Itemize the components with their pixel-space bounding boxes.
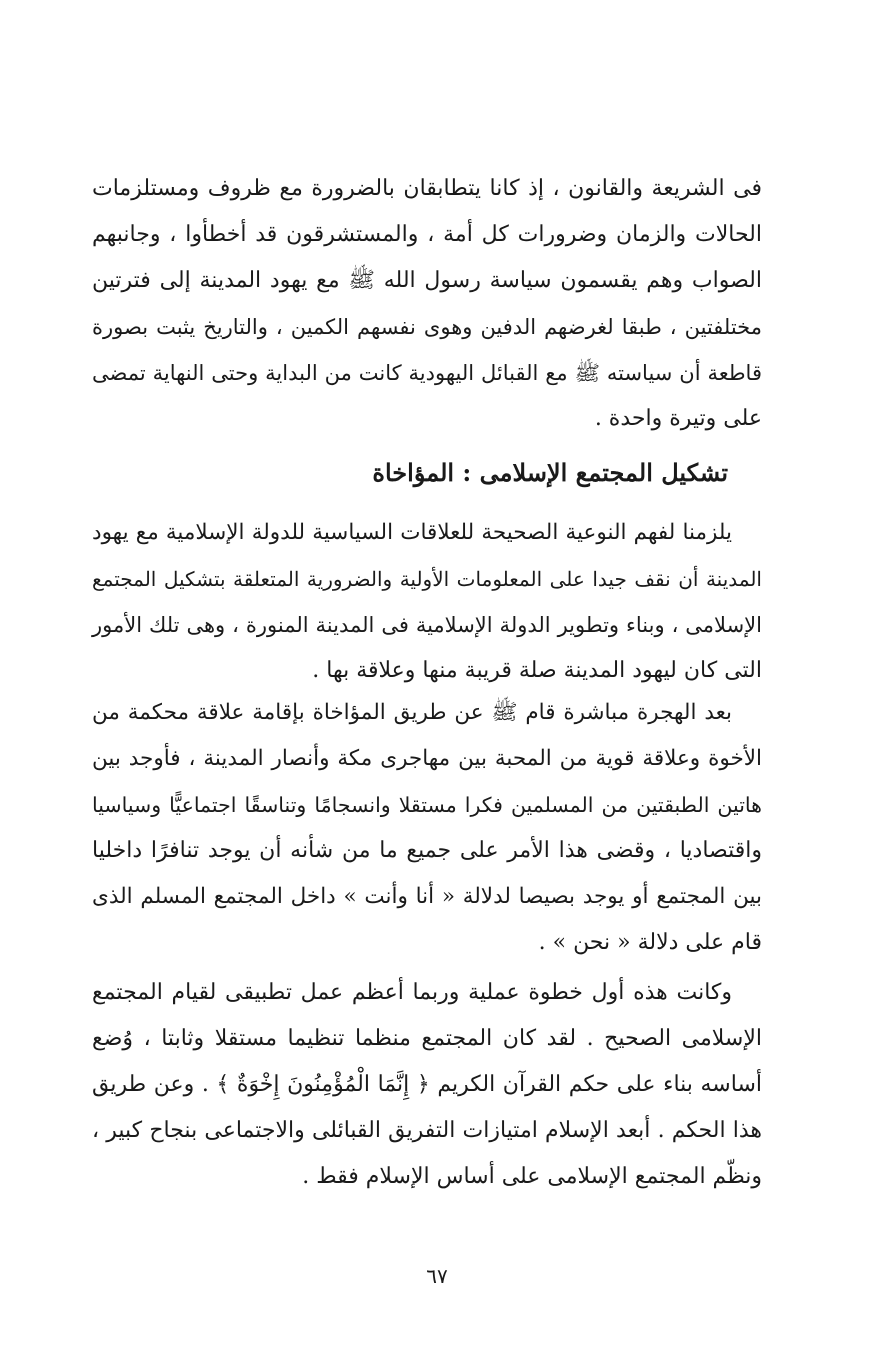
paragraph-line: الصواب وهم يقسمون سياسة رسول الله ﷺ مع يهود المدينة إلى فترتين [92, 268, 762, 293]
paragraph-line: بعد الهجرة مباشرة قام ﷺ عن طريق المؤاخاة بإقامة علاقة محكمة من [92, 700, 732, 725]
page-number: ٦٧ [426, 1264, 448, 1288]
paragraph-line: يلزمنا لفهم النوعية الصحيحة للعلاقات السياسية للدولة الإسلامية مع يهود [92, 520, 732, 545]
paragraph-line: التى كان ليهود المدينة صلة قريبة منها وعلاقة بها . [312, 658, 762, 683]
paragraph-line: الأخوة وعلاقة قوية من المحبة بين مهاجرى مكة وأنصار المدينة ، فأوجد بين [92, 746, 762, 771]
paragraph-line: المدينة أن نقف جيدا على المعلومات الأولية والضرورية المتعلقة بتشكيل المجتمع [92, 567, 762, 591]
paragraph-line: واقتصاديا ، وقضى هذا الأمر على جميع ما من شأنه أن يوجد تنافرًا داخليا [92, 838, 762, 863]
paragraph-line: مختلفتين ، طبقا لغرضهم الدفين وهوى نفسهم الكمين ، والتاريخ يثبت بصورة [92, 315, 762, 339]
paragraph-line: أساسه بناء على حكم القرآن الكريم ﴿ إِنَّمَا الْمُؤْمِنُونَ إِخْوَةٌ ﴾ . وعن طريق [92, 1072, 762, 1097]
paragraph-2 [92, 510, 762, 694]
paragraph-line: فى الشريعة والقانون ، إذ كانا يتطابقان بالضرورة مع ظروف ومستلزمات [92, 176, 762, 201]
paragraph-4 [92, 970, 762, 1200]
section-heading: تشكيل المجتمع الإسلامى : المؤاخاة [372, 458, 728, 487]
paragraph-1 [92, 166, 762, 442]
paragraph-line: هاتين الطبقتين من المسلمين فكرا مستقلا وانسجامًا وتناسقًا اجتماعيًّا وسياسيا [92, 793, 762, 817]
paragraph-line: ونظّم المجتمع الإسلامى على أساس الإسلام فقط . [302, 1164, 762, 1189]
paragraph-line: قاطعة أن سياسته ﷺ مع القبائل اليهودية كانت من البداية وحتى النهاية تمضى [92, 361, 762, 385]
paragraph-line: بين المجتمع أو يوجد بصيصا لدلالة « أنا وأنت » داخل المجتمع المسلم الذى [92, 884, 762, 909]
paragraph-line: هذا الحكم . أبعد الإسلام امتيازات التفريق القبائلى والاجتماعى بنجاح كبير ، [92, 1118, 762, 1143]
paragraph-line: الحالات والزمان وضرورات كل أمة ، والمستشرقون قد أخطأوا ، وجانبهم [92, 222, 762, 247]
paragraph-3 [92, 690, 762, 966]
paragraph-line: على وتيرة واحدة . [594, 406, 762, 431]
paragraph-line: قام على دلالة « نحن » . [538, 930, 762, 955]
paragraph-line: الإسلامى الصحيح . لقد كان المجتمع منظما تنظيما مستقلا وثابتا ، وُضع [92, 1026, 762, 1051]
paragraph-line: الإسلامى ، وبناء وتطوير الدولة الإسلامية فى المدينة المنورة ، وهى تلك الأمور [92, 613, 762, 637]
paragraph-line: وكانت هذه أول خطوة عملية وربما أعظم عمل تطبيقى لقيام المجتمع [92, 980, 732, 1005]
